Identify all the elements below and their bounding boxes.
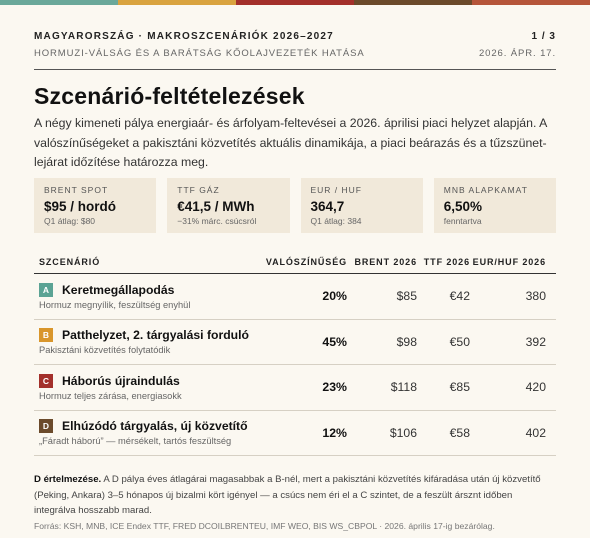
ttf-cell: €85 — [449, 380, 470, 395]
report-subtitle: HORMUZI-VÁLSÁG ÉS A BARÁTSÁG KŐOLAJVEZETÉK HATÁSA — [34, 48, 365, 59]
kpi-label: EUR / HUF — [310, 185, 362, 195]
scenario-description: Pakisztáni közvetítés folytatódik — [39, 345, 171, 356]
kpi-card-ttf — [167, 178, 289, 233]
ttf-cell: €42 — [449, 289, 470, 304]
table-row — [34, 320, 556, 366]
scenario-cell — [34, 328, 259, 355]
kpi-label: TTF GÁZ — [177, 185, 220, 195]
probability-cell: 12% — [322, 425, 347, 440]
probability-cell: 20% — [322, 289, 347, 304]
column-header-probability: VALÓSZÍNŰSÉG — [265, 256, 347, 267]
column-header-brent: BRENT 2026 — [354, 256, 417, 267]
scenario-description: Hormuz teljes zárása, energiasokk — [39, 390, 182, 401]
kpi-note: Q1 átlag: $80 — [44, 216, 96, 226]
scenario-badge: A — [39, 283, 53, 297]
top-bar-segment — [472, 0, 590, 5]
scenario-table — [34, 250, 556, 456]
brent-cell: $118 — [390, 380, 417, 395]
scenario-badge: C — [39, 374, 53, 388]
top-bar-segment — [354, 0, 472, 5]
kpi-label: MNB ALAPKAMAT — [443, 185, 528, 195]
column-header-eurhuf: EUR/HUF 2026 — [472, 256, 546, 267]
brent-cell: $106 — [389, 425, 417, 440]
scenario-cell — [34, 419, 259, 446]
scenario-description: Hormuz megnyílik, feszültség enyhül — [39, 299, 191, 310]
kpi-value: $95 / hordó — [44, 199, 117, 214]
top-color-bar — [0, 0, 590, 5]
ttf-cell: €50 — [449, 334, 470, 349]
scenario-badge: B — [39, 328, 53, 342]
report-date: 2026. ÁPR. 17. — [478, 48, 556, 59]
brent-cell: $98 — [396, 334, 417, 349]
kpi-note: Q1 átlag: 384 — [310, 216, 362, 226]
kpi-value: €41,5 / MWh — [177, 199, 255, 214]
kpi-card-eurhuf — [301, 178, 423, 233]
table-header — [34, 250, 556, 274]
column-header-scenario: SZCENÁRIÓ — [39, 256, 101, 267]
probability-cell: 23% — [322, 380, 347, 395]
report-kicker: MAGYARORSZÁG · MAKROSZCENÁRIÓK 2026–2027 — [34, 31, 334, 42]
source-line: Forrás: KSH, MNB, ICE Endex TTF, FRED DCOILBRENTEU, IMF WEO, BIS WS_CBPOL · 2026. április 17-ig bezárólag. — [34, 521, 495, 531]
intro-paragraph: A négy kimeneti pálya energiaár- és árfolyam-feltevései a 2026. áprilisi piaci helyzet alapján. A valószínűségeket a pakisztáni közvetítés aktuális dinamikája, a piaci beárazás és a tűzszünet-lejárat időzítése határozza meg. — [34, 116, 547, 169]
kpi-value: 6,50% — [443, 199, 483, 214]
kpi-value: 364,7 — [310, 199, 345, 214]
scenario-name: Keretmegállapodás — [62, 282, 175, 297]
ttf-cell: €58 — [449, 425, 470, 440]
kpi-card-mnb-rate — [434, 178, 556, 233]
page-header — [34, 31, 556, 59]
kpi-note: fenntartva — [443, 216, 482, 226]
eurhuf-cell: 392 — [525, 334, 546, 349]
eurhuf-cell: 380 — [525, 289, 546, 304]
kpi-card-brent — [34, 178, 156, 233]
scenario-cell — [34, 374, 259, 401]
eurhuf-cell: 402 — [525, 425, 546, 440]
scenario-name: Patthelyzet, 2. tárgyalási forduló — [62, 328, 249, 343]
top-bar-segment — [236, 0, 354, 5]
column-header-ttf: TTF 2026 — [423, 256, 470, 267]
scenario-name: Háborús újraindulás — [62, 373, 180, 388]
kpi-note: −31% márc. csúcsról — [177, 216, 257, 226]
footnote — [34, 472, 556, 519]
page-title: Szcenárió-feltételezések — [34, 83, 305, 109]
table-row — [34, 274, 556, 320]
kpi-label: BRENT SPOT — [44, 185, 109, 195]
table-row — [34, 411, 556, 457]
footnote-text: A D pálya éves átlagárai magasabbak a B-nél, mert a pakisztáni közvetítés kifáradása után új közvetítő (Peking, Ankara) 3–5 hónapos új bizalmi kört igényel — a csúcs nem éri el a C szintet, de a feszült ársznt időben integrálva hosszabb marad. — [34, 474, 541, 516]
footnote-lead: D értelmezése. — [34, 474, 102, 485]
scenario-cell — [34, 283, 259, 310]
table-row — [34, 365, 556, 411]
scenario-name: Elhúzódó tárgyalás, új közvetítő — [62, 419, 248, 434]
brent-cell: $85 — [396, 289, 417, 304]
scenario-badge: D — [39, 419, 53, 433]
kpi-strip — [34, 178, 556, 233]
top-bar-segment — [118, 0, 236, 5]
top-bar-segment — [0, 0, 118, 5]
eurhuf-cell: 420 — [525, 380, 546, 395]
probability-cell: 45% — [322, 334, 347, 349]
page-number: 1 / 3 — [531, 31, 556, 42]
scenario-description: „Fáradt háború” — mérsékelt, tartós feszültség — [39, 436, 232, 447]
header-divider — [34, 69, 556, 70]
